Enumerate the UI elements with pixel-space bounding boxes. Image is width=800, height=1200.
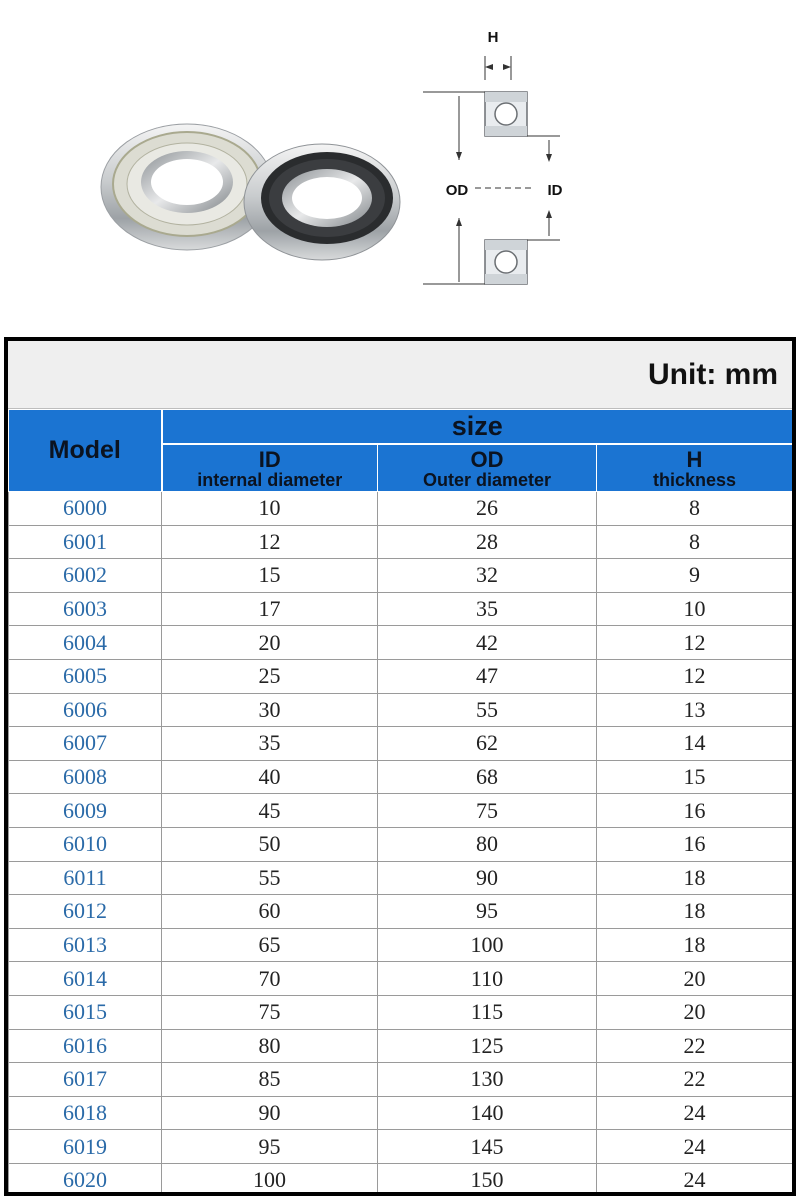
h-cell: 8 bbox=[597, 492, 793, 526]
od-cell: 95 bbox=[378, 895, 597, 929]
h-cell: 22 bbox=[597, 1029, 793, 1063]
table-row bbox=[9, 995, 793, 1029]
label-h: H bbox=[487, 29, 499, 46]
h-cell: 9 bbox=[597, 559, 793, 593]
header-h-desc: thickness bbox=[652, 469, 737, 490]
h-cell: 12 bbox=[597, 659, 793, 693]
id-cell: 35 bbox=[162, 727, 378, 761]
table-row bbox=[9, 760, 793, 794]
od-cell: 42 bbox=[378, 626, 597, 660]
id-cell: 10 bbox=[162, 492, 378, 526]
model-cell: 6008 bbox=[9, 760, 162, 794]
id-cell: 75 bbox=[162, 995, 378, 1029]
model-cell: 6013 bbox=[9, 928, 162, 962]
header-od bbox=[378, 444, 597, 492]
bearing-photo bbox=[95, 110, 415, 280]
table-row bbox=[9, 727, 793, 761]
id-cell: 50 bbox=[162, 827, 378, 861]
h-cell: 10 bbox=[597, 592, 793, 626]
table-row bbox=[9, 1063, 793, 1097]
od-cell: 110 bbox=[378, 962, 597, 996]
table-row bbox=[9, 895, 793, 929]
od-cell: 125 bbox=[378, 1029, 597, 1063]
model-cell: 6001 bbox=[9, 525, 162, 559]
table-row bbox=[9, 492, 793, 526]
h-cell: 14 bbox=[597, 727, 793, 761]
model-cell: 6007 bbox=[9, 727, 162, 761]
model-cell: 6003 bbox=[9, 592, 162, 626]
header-id-desc: internal diameter bbox=[197, 469, 343, 490]
h-cell: 16 bbox=[597, 827, 793, 861]
table-row bbox=[9, 1096, 793, 1130]
od-cell: 80 bbox=[378, 827, 597, 861]
id-cell: 60 bbox=[162, 895, 378, 929]
od-cell: 100 bbox=[378, 928, 597, 962]
od-cell: 32 bbox=[378, 559, 597, 593]
od-cell: 28 bbox=[378, 525, 597, 559]
h-cell: 22 bbox=[597, 1063, 793, 1097]
model-cell: 6012 bbox=[9, 895, 162, 929]
bearing-cross-section-diagram bbox=[415, 20, 590, 290]
table-row bbox=[9, 827, 793, 861]
od-cell: 62 bbox=[378, 727, 597, 761]
id-cell: 17 bbox=[162, 592, 378, 626]
od-cell: 47 bbox=[378, 659, 597, 693]
model-cell: 6000 bbox=[9, 492, 162, 526]
header-h bbox=[597, 444, 793, 492]
table-row bbox=[9, 1130, 793, 1164]
model-cell: 6017 bbox=[9, 1063, 162, 1097]
label-od: OD bbox=[445, 182, 469, 199]
table-row bbox=[9, 626, 793, 660]
table-row bbox=[9, 962, 793, 996]
unit-label: Unit: mm bbox=[648, 358, 778, 391]
h-cell: 15 bbox=[597, 760, 793, 794]
id-cell: 65 bbox=[162, 928, 378, 962]
id-cell: 85 bbox=[162, 1063, 378, 1097]
od-cell: 35 bbox=[378, 592, 597, 626]
table-row bbox=[9, 928, 793, 962]
table-row bbox=[9, 861, 793, 895]
model-cell: 6004 bbox=[9, 626, 162, 660]
id-cell: 40 bbox=[162, 760, 378, 794]
id-cell: 15 bbox=[162, 559, 378, 593]
id-cell: 30 bbox=[162, 693, 378, 727]
model-cell: 6014 bbox=[9, 962, 162, 996]
table-row bbox=[9, 559, 793, 593]
table-row bbox=[9, 794, 793, 828]
id-cell: 55 bbox=[162, 861, 378, 895]
id-cell: 100 bbox=[162, 1163, 378, 1196]
label-id: ID bbox=[547, 182, 563, 199]
h-cell: 18 bbox=[597, 928, 793, 962]
table-row bbox=[9, 659, 793, 693]
id-cell: 20 bbox=[162, 626, 378, 660]
h-cell: 13 bbox=[597, 693, 793, 727]
od-cell: 90 bbox=[378, 861, 597, 895]
header-id-name: ID bbox=[258, 446, 281, 472]
model-cell: 6009 bbox=[9, 794, 162, 828]
header-id bbox=[162, 444, 378, 492]
id-cell: 70 bbox=[162, 962, 378, 996]
od-cell: 150 bbox=[378, 1163, 597, 1196]
table-row bbox=[9, 525, 793, 559]
h-cell: 16 bbox=[597, 794, 793, 828]
h-cell: 20 bbox=[597, 995, 793, 1029]
od-cell: 55 bbox=[378, 693, 597, 727]
od-cell: 140 bbox=[378, 1096, 597, 1130]
h-cell: 24 bbox=[597, 1096, 793, 1130]
header-od-name: OD bbox=[470, 446, 504, 472]
id-cell: 80 bbox=[162, 1029, 378, 1063]
table-body bbox=[9, 492, 793, 1197]
od-cell: 115 bbox=[378, 995, 597, 1029]
model-cell: 6019 bbox=[9, 1130, 162, 1164]
od-cell: 26 bbox=[378, 492, 597, 526]
h-cell: 18 bbox=[597, 895, 793, 929]
h-cell: 12 bbox=[597, 626, 793, 660]
model-cell: 6020 bbox=[9, 1163, 162, 1196]
model-cell: 6018 bbox=[9, 1096, 162, 1130]
table-row bbox=[9, 693, 793, 727]
rubber-seal-bearing bbox=[244, 144, 400, 260]
model-cell: 6011 bbox=[9, 861, 162, 895]
model-cell: 6015 bbox=[9, 995, 162, 1029]
model-cell: 6010 bbox=[9, 827, 162, 861]
table-row bbox=[9, 592, 793, 626]
size-table-frame bbox=[4, 337, 796, 1196]
od-cell: 145 bbox=[378, 1130, 597, 1164]
model-cell: 6002 bbox=[9, 559, 162, 593]
id-cell: 90 bbox=[162, 1096, 378, 1130]
id-cell: 45 bbox=[162, 794, 378, 828]
od-cell: 75 bbox=[378, 794, 597, 828]
h-cell: 24 bbox=[597, 1163, 793, 1196]
header-h-name: H bbox=[686, 446, 703, 472]
id-cell: 12 bbox=[162, 525, 378, 559]
h-cell: 24 bbox=[597, 1130, 793, 1164]
header-model: Model bbox=[9, 410, 162, 492]
id-cell: 25 bbox=[162, 659, 378, 693]
model-cell: 6016 bbox=[9, 1029, 162, 1063]
table-row bbox=[9, 1163, 793, 1196]
model-cell: 6005 bbox=[9, 659, 162, 693]
size-table bbox=[8, 409, 793, 1196]
header-od-desc: Outer diameter bbox=[422, 469, 552, 490]
od-cell: 68 bbox=[378, 760, 597, 794]
h-cell: 20 bbox=[597, 962, 793, 996]
product-illustration bbox=[0, 0, 800, 330]
table-row bbox=[9, 1029, 793, 1063]
table-header bbox=[9, 410, 793, 492]
unit-bar bbox=[8, 341, 792, 409]
id-cell: 95 bbox=[162, 1130, 378, 1164]
h-cell: 8 bbox=[597, 525, 793, 559]
od-cell: 130 bbox=[378, 1063, 597, 1097]
header-size: size bbox=[162, 410, 793, 444]
model-cell: 6006 bbox=[9, 693, 162, 727]
h-cell: 18 bbox=[597, 861, 793, 895]
